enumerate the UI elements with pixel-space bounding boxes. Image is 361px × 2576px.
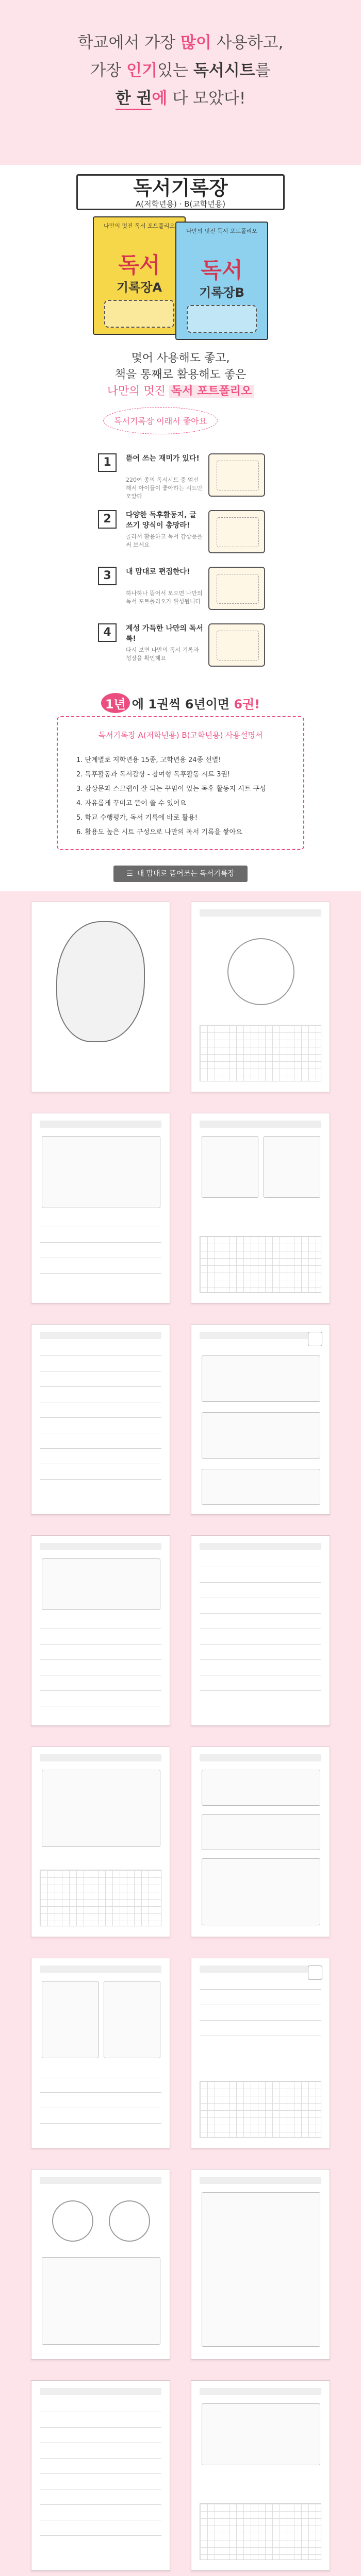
hero-headline [0, 29, 361, 112]
feature-desc: 220여 종의 독서시트 중 엄선해서 아이들이 좋아하는 시트만 모았다 [126, 477, 203, 500]
title-box [76, 174, 285, 210]
hero-emphasis: 에 [152, 89, 168, 108]
features-heading: 독서기록장 이래서 좋아요 [103, 407, 218, 434]
hero-banner [0, 0, 361, 165]
notes-item: 5. 학교 수행평가, 독서 기록에 바로 활용! [76, 814, 198, 822]
book-cover-a [93, 216, 186, 335]
sample-sheet [31, 1324, 170, 1515]
feature-illustration [208, 623, 265, 667]
sample-sheet [31, 1535, 170, 1726]
sample-sheet [31, 2380, 170, 2571]
hero-text: 있는 [157, 61, 193, 80]
sample-sheet [31, 1958, 170, 2148]
six-emphasis: 6권! [234, 697, 260, 711]
sample-ribbon [113, 866, 248, 882]
notes-item: 6. 활용도 높은 시트 구성으로 나만의 독서 기록을 쌓아요 [76, 828, 242, 836]
feature-item [98, 623, 263, 673]
feature-item [98, 453, 263, 503]
sample-sheet [31, 902, 170, 1092]
sample-sheet [31, 1113, 170, 1303]
sample-sheet [191, 1958, 330, 2148]
hero-text: 를 [255, 61, 271, 80]
hero-line-3 [0, 84, 361, 112]
book-illustration [187, 305, 257, 333]
feature-title: 계성 가득한 나만의 독서록! [126, 624, 203, 643]
intro-line [0, 383, 361, 400]
hero-text: 다 모았다! [167, 89, 246, 108]
hero-bold: 독서시트 [193, 61, 255, 80]
feature-item [98, 510, 263, 560]
book-caption: 나만의 멋진 독서 포트폴리오 [186, 228, 257, 234]
sample-sheet [31, 2169, 170, 2360]
notes-item: 2. 독후활동과 독서감상 - 참여형 독후활동 시트 3권! [76, 771, 231, 778]
feature-desc: 골라서 활용하고 독서 감상문을 써 보세요 [126, 533, 203, 548]
page-subtitle: A(저학년용) · B(고학년용) [135, 199, 226, 209]
sample-sheet [191, 2169, 330, 2360]
hero-bold: 한 권 [116, 88, 152, 110]
six-books-tagline [0, 693, 361, 713]
feature-desc: 하나하나 뜯어서 모으면 나만의 독서 포트폴리오가 완성됩니다 [126, 590, 203, 605]
feature-number: 2 [98, 510, 117, 529]
feature-number: 1 [98, 453, 117, 472]
intro-line: 몇어 사용해도 좋고, [131, 352, 230, 365]
intro-text [0, 350, 361, 400]
notes-list [76, 753, 293, 840]
notes-item: 3. 감상문과 스크랩이 잘 되는 꾸밈이 있는 독후 활동지 시트 구성 [76, 785, 266, 793]
ribbon-label: 내 맘대로 뜯어쓰는 독서기록장 [137, 870, 235, 878]
intro-emphasis: 나만의 멋진 [107, 385, 169, 398]
six-text: 에 1권씩 6년이면 [132, 697, 234, 711]
book-covers [77, 211, 284, 340]
book-subtitle: 기록장B [199, 285, 244, 300]
hero-text: 사용하고, [211, 33, 284, 52]
feature-illustration [208, 453, 265, 497]
hero-text: 가장 [90, 61, 127, 80]
page-title: 독서기록장 [133, 177, 228, 199]
sample-sheet [191, 902, 330, 1092]
hero-line-2 [0, 57, 361, 84]
feature-illustration [208, 567, 265, 610]
notes-item: 4. 자유롭게 꾸미고 뜯어 쓸 수 있어요 [76, 800, 187, 807]
usage-notes-box [57, 716, 304, 850]
feature-desc: 다시 보면 나만의 독서 기록과 성장을 확인해요 [126, 647, 199, 662]
sample-sheet [31, 1747, 170, 1937]
book-icon: ☰ [126, 870, 133, 878]
sample-sheet [191, 2380, 330, 2571]
feature-illustration [208, 510, 265, 553]
intro-highlight: 독서 포트폴리오 [169, 385, 254, 398]
sample-sheet [191, 1324, 330, 1515]
feature-number: 4 [98, 623, 117, 642]
feature-title: 다양한 독후활동지, 글쓰기 양식이 총망라! [126, 511, 196, 530]
six-pill: 1년 [101, 693, 130, 713]
book-caption: 나만의 멋진 독서 포트폴리오 [103, 223, 175, 229]
hero-emphasis: 많이 [180, 33, 211, 52]
feature-item [98, 567, 263, 616]
notes-item: 1. 단계별로 저학년용 15종, 고학년용 24종 선별! [76, 756, 221, 764]
hero-text: 학교에서 가장 [77, 33, 180, 52]
hero-emphasis: 인기 [126, 61, 158, 80]
book-title: 독서 [118, 252, 160, 278]
fish-shape [56, 921, 145, 1043]
feature-title: 내 맘대로 편집한다! [126, 568, 190, 576]
book-cover-b [175, 222, 268, 340]
book-illustration [104, 300, 174, 328]
sample-sheet [191, 1747, 330, 1937]
hero-line-1 [0, 29, 361, 57]
sample-sheet [191, 1535, 330, 1726]
sample-sheet [191, 1113, 330, 1303]
intro-line: 책을 통째로 활용해도 좋은 [114, 368, 247, 381]
book-title: 독서 [201, 258, 243, 283]
notes-heading: 독서기록장 A(저학년용) B(고학년용) 사용설명서 [98, 731, 263, 740]
feature-number: 3 [98, 567, 117, 585]
book-subtitle: 기록장A [116, 280, 162, 295]
sample-pages [0, 891, 361, 2576]
feature-title: 뜯어 쓰는 재미가 있다! [126, 454, 200, 463]
